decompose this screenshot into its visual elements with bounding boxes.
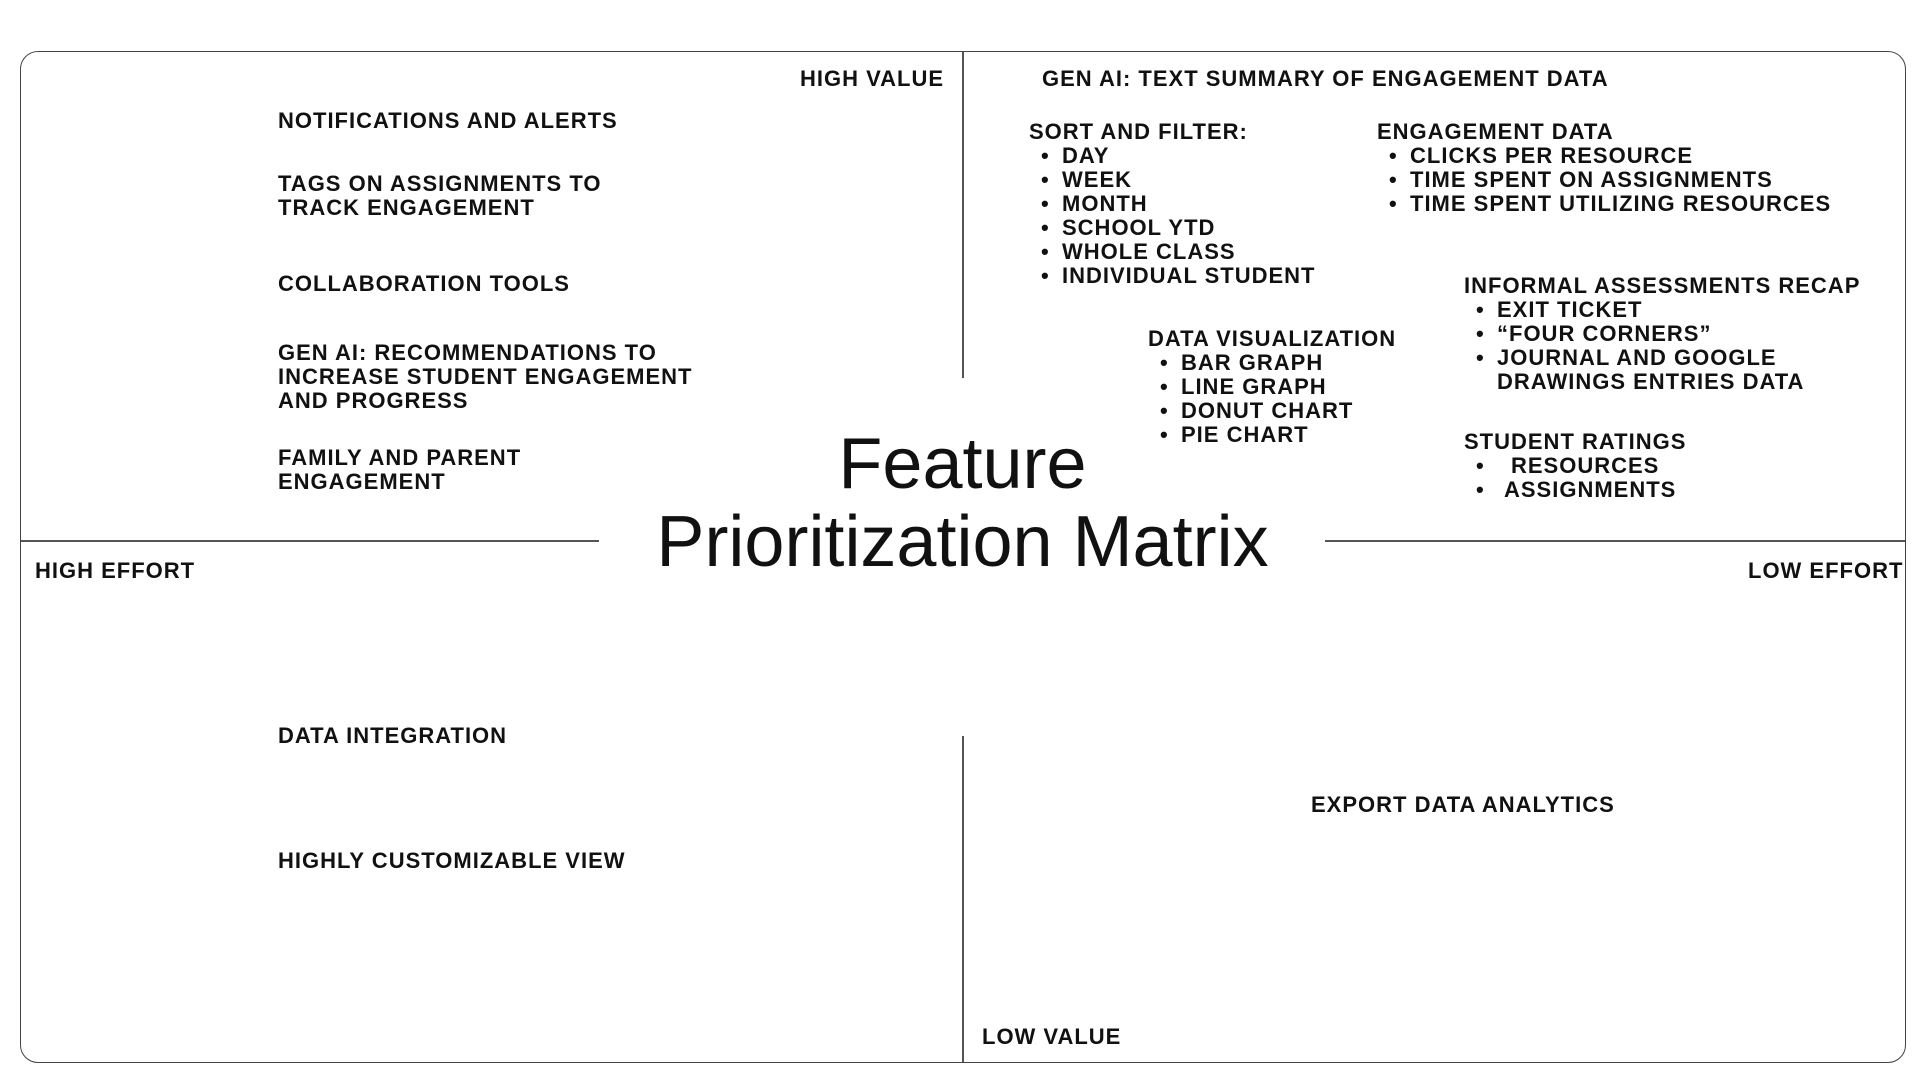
list-item <box>1029 216 1316 240</box>
list-item <box>1148 399 1396 423</box>
group-title: SORT AND FILTER: <box>1029 119 1248 144</box>
feature-text: TAGS ON ASSIGNMENTS TO <box>278 171 602 196</box>
group-title: DATA VISUALIZATION <box>1148 326 1397 351</box>
group-title: ENGAGEMENT DATA <box>1377 119 1614 144</box>
feature-notifications <box>278 109 618 133</box>
feature-student-ratings <box>1464 430 1686 502</box>
feature-data-integration <box>278 724 507 748</box>
list-item-text: LINE GRAPH <box>1181 374 1327 399</box>
feature-sort-filter <box>1029 120 1316 288</box>
axis-label-high-value: HIGH VALUE <box>800 66 945 91</box>
bullet-icon: • <box>1041 191 1050 216</box>
bullet-icon: • <box>1389 143 1398 168</box>
value-axis-bottom <box>962 736 964 1062</box>
feature-text: GEN AI: RECOMMENDATIONS TO <box>278 340 657 365</box>
list-item-text: “FOUR CORNERS” <box>1497 321 1712 346</box>
list-item <box>1148 351 1396 375</box>
feature-text: HIGHLY CUSTOMIZABLE VIEW <box>278 848 626 873</box>
effort-axis-left <box>21 540 599 542</box>
list-item <box>1029 168 1316 192</box>
feature-gen-ai-recommendations <box>278 341 692 413</box>
bullet-icon: • <box>1389 167 1398 192</box>
value-axis-top <box>962 52 964 378</box>
bullet-icon: • <box>1160 350 1169 375</box>
bullet-icon: • <box>1160 398 1169 423</box>
feature-text: DATA INTEGRATION <box>278 723 508 748</box>
feature-data-visualization <box>1148 327 1396 447</box>
list-item-text: ASSIGNMENTS <box>1504 477 1677 502</box>
feature-text: GEN AI: TEXT SUMMARY OF ENGAGEMENT DATA <box>1042 66 1609 91</box>
feature-informal-assessments <box>1464 274 1860 394</box>
feature-export-data <box>1311 793 1615 817</box>
feature-text: AND PROGRESS <box>278 388 469 413</box>
list-item <box>1148 375 1396 399</box>
list-item-text: INDIVIDUAL STUDENT <box>1062 263 1316 288</box>
list-item <box>1029 240 1316 264</box>
list-item-text: MONTH <box>1062 191 1148 216</box>
feature-text: EXPORT DATA ANALYTICS <box>1311 792 1615 817</box>
bullet-icon: • <box>1160 374 1169 399</box>
list-item-text: EXIT TICKET <box>1497 297 1643 322</box>
feature-text: FAMILY AND PARENT <box>278 445 522 470</box>
list-item <box>1464 322 1860 346</box>
feature-text: ENGAGEMENT <box>278 469 446 494</box>
bullet-icon: • <box>1041 167 1050 192</box>
list-item-text: CLICKS PER RESOURCE <box>1410 143 1694 168</box>
list-item-text-continued: DRAWINGS ENTRIES DATA <box>1497 369 1805 394</box>
bullet-icon: • <box>1041 143 1050 168</box>
list-item <box>1464 478 1686 502</box>
list-item-text: BAR GRAPH <box>1181 350 1324 375</box>
list-item <box>1464 298 1860 322</box>
list-item <box>1464 346 1860 394</box>
feature-tags <box>278 172 602 220</box>
list-item-text: TIME SPENT UTILIZING RESOURCES <box>1410 191 1832 216</box>
matrix-title <box>600 422 1325 582</box>
axis-label-low-value: LOW VALUE <box>982 1024 1122 1049</box>
feature-family-engagement <box>278 446 521 494</box>
axis-label-high-effort: HIGH EFFORT <box>35 558 196 583</box>
group-title: STUDENT RATINGS <box>1464 429 1687 454</box>
group-title: INFORMAL ASSESSMENTS RECAP <box>1464 273 1861 298</box>
list-item-text: PIE CHART <box>1181 422 1309 447</box>
list-item-text: DAY <box>1062 143 1110 168</box>
list-item-text: RESOURCES <box>1511 453 1660 478</box>
list-item <box>1029 192 1316 216</box>
list-item <box>1148 423 1396 447</box>
list-item-text: WHOLE CLASS <box>1062 239 1236 264</box>
bullet-icon: • <box>1041 263 1050 288</box>
list-item <box>1377 192 1831 216</box>
title-line-2: Prioritization Matrix <box>656 502 1269 582</box>
list-item <box>1377 168 1831 192</box>
list-item-text: JOURNAL AND GOOGLE <box>1497 345 1777 370</box>
list-item-text: DONUT CHART <box>1181 398 1354 423</box>
feature-text: TRACK ENGAGEMENT <box>278 195 535 220</box>
effort-axis-right <box>1325 540 1905 542</box>
axis-label-low-effort: LOW EFFORT <box>1748 558 1904 583</box>
feature-text: COLLABORATION TOOLS <box>278 271 570 296</box>
bullet-icon: • <box>1476 345 1485 370</box>
list-item <box>1029 264 1316 288</box>
bullet-icon: • <box>1476 477 1485 502</box>
list-item-text: SCHOOL YTD <box>1062 215 1216 240</box>
bullet-icon: • <box>1476 453 1485 478</box>
feature-text: INCREASE STUDENT ENGAGEMENT <box>278 364 693 389</box>
list-item-text: WEEK <box>1062 167 1132 192</box>
list-item-text: TIME SPENT ON ASSIGNMENTS <box>1410 167 1773 192</box>
feature-gen-ai-summary <box>1042 67 1609 91</box>
feature-text: NOTIFICATIONS AND ALERTS <box>278 108 618 133</box>
title-line-1: Feature <box>838 424 1087 504</box>
feature-customizable-view <box>278 849 626 873</box>
list-item <box>1377 144 1831 168</box>
feature-collaboration <box>278 272 570 296</box>
feature-engagement-data <box>1377 120 1831 216</box>
list-item <box>1464 454 1686 478</box>
bullet-icon: • <box>1476 321 1485 346</box>
list-item <box>1029 144 1316 168</box>
bullet-icon: • <box>1041 215 1050 240</box>
bullet-icon: • <box>1476 297 1485 322</box>
bullet-icon: • <box>1389 191 1398 216</box>
bullet-icon: • <box>1041 239 1050 264</box>
bullet-icon: • <box>1160 422 1169 447</box>
